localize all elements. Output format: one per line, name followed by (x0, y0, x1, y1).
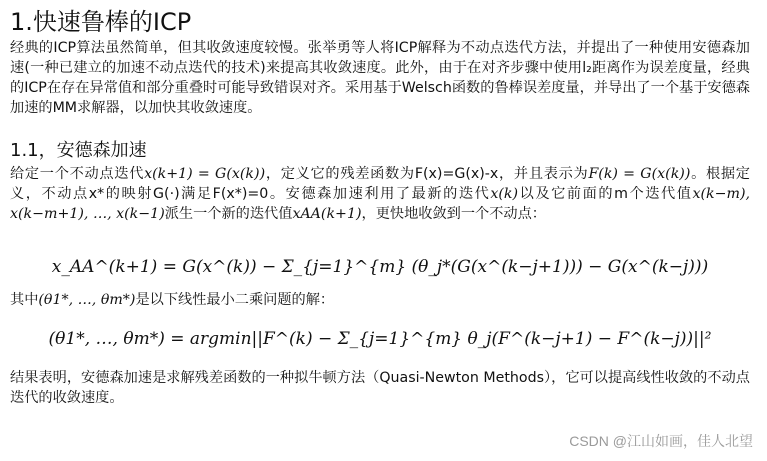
theta-vector: (θ1*, …, θm*) (38, 292, 136, 308)
theta-paragraph (10, 290, 750, 310)
article (10, 6, 750, 408)
definition-text-5: 派生一个新的迭代值 (164, 206, 293, 222)
definition-text-4: 以及它前面的m个迭代值 (518, 186, 693, 202)
equation-2-text: (θ1*, …, θm*) = argmin||F^(k) − Σ_{j=1}^{m} θ_j(F^(k−j+1) − F^(k−j))||² (48, 329, 712, 349)
anderson-acceleration-equation (10, 244, 750, 290)
definition-text-1: 给定一个不动点迭代 (10, 166, 145, 182)
definition-text-2: ，定义它的残差函数为F(x)=G(x)-x，并且表示为 (265, 166, 589, 182)
conclusion-paragraph: 结果表明，安德森加速是求解残差函数的一种拟牛顿方法（Quasi-Newton Methods），它可以提高线性收敛的不动点迭代的收敛速度。 (10, 370, 750, 406)
section-heading: 1.快速鲁棒的ICP (10, 8, 192, 36)
fixed-point-iteration-formula: x(k+1) = G(x(k)) (144, 166, 266, 182)
latest-iterate: x(k) (490, 186, 519, 202)
theta-text-2: 是以下线性最小二乘问题的解： (135, 292, 335, 308)
definition-text-6: ，更快地收敛到一个不动点： (361, 206, 546, 222)
previous-iterates: x(k−m), x(k−m+1), …, x(k−1) (10, 186, 750, 222)
least-squares-equation (10, 310, 750, 368)
definition-paragraph (10, 164, 750, 244)
residual-formula: F(k) = G(x(k)) (588, 166, 691, 182)
aa-iterate: xAA(k+1) (292, 206, 362, 222)
definition-text-3: 。根据定义，不动点x*的映射G(·)满足F(x*)=0。安德森加速利用了最新的迭代 (10, 166, 750, 202)
subsection-heading: 1.1，安德森加速 (10, 140, 147, 161)
intro-paragraph: 经典的ICP算法虽然简单，但其收敛速度较慢。张举勇等人将ICP解释为不动点迭代方法，并提出了一种使用安德森加速(一种已建立的加速不动点迭代的技术)来提高其收敛速度。此外，由于在对齐步骤中使用l₂距离作为误差度量，经典的ICP在存在异常值和部分重叠时可能导致错误对齐。采用基于Welsch函数的鲁棒误差度量，并导出了一个基于安德森加速的MM求解器，以加快其收敛速度。 (10, 40, 750, 116)
csdn-watermark: CSDN @江山如画，佳人北望 (569, 433, 753, 449)
equation-1-text: x_AA^(k+1) = G(x^(k)) − Σ_{j=1}^{m} (θ_j*(G(x^(k−j+1))) − G(x^(k−j))) (51, 257, 709, 277)
theta-text-1: 其中 (10, 292, 39, 308)
